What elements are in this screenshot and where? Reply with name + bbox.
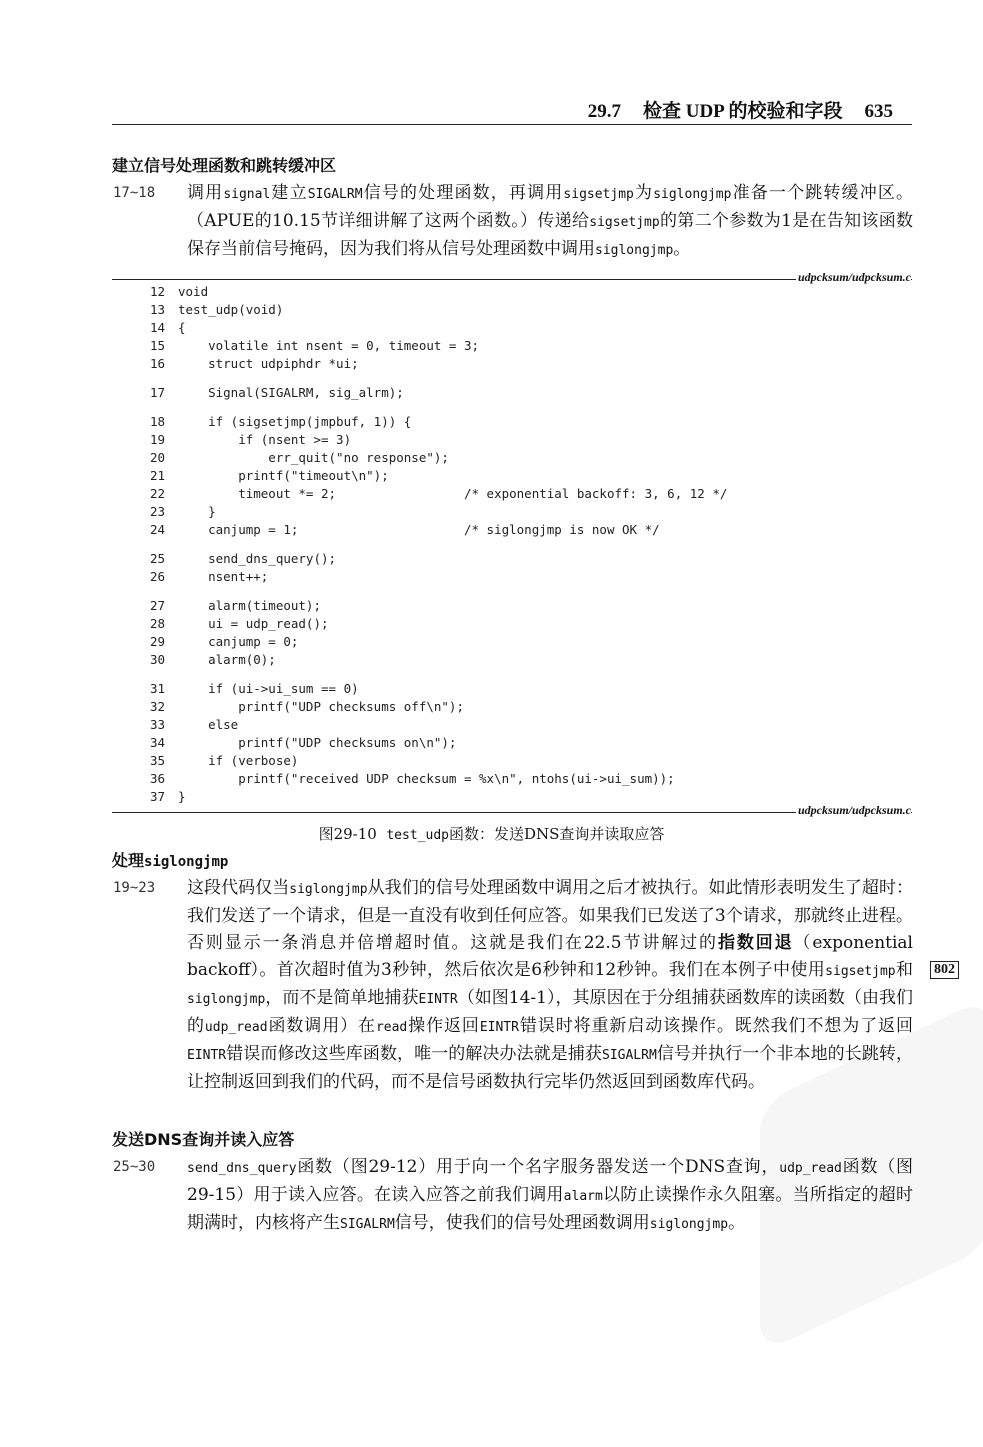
code-line [150,752,727,770]
figure-label: 图29-10 [318,825,377,843]
code-line-number: 20 [150,450,166,465]
code-text: volatile int nsent = 0, timeout = 3; [178,338,480,353]
text-run: 函数（图29-15）用于读入应答。在读入应答之前我们调用 [187,1157,913,1205]
code-line [150,337,727,355]
code-line-number: 24 [150,522,166,537]
code-bottom-rule [112,812,912,813]
text-run: 错误时将重新启动该操作。既然我们不想为了返回 [518,1016,914,1036]
code-line-number: 31 [150,681,166,696]
text-run: 。 [728,1213,746,1233]
text-run: 函数（图29-12）用于向一个名字服务器发送一个DNS查询， [296,1157,780,1177]
inline-code: sigsetjmp [563,187,634,202]
code-line [150,651,727,669]
code-text: ui = udp_read(); [178,616,329,631]
text-run: 错误而修改这些库函数，唯一的解决办法就是捕获 [226,1044,602,1064]
code-line [150,633,727,651]
code-line-number: 30 [150,652,166,667]
code-line [150,503,727,521]
code-line-number: 21 [150,468,166,483]
code-line-number: 25 [150,551,166,566]
code-line [150,449,727,467]
code-line-number: 27 [150,598,166,613]
code-text: canjump = 1; /* siglongjmp is now OK */ [178,522,660,537]
code-text: printf("UDP checksums off\n"); [178,699,464,714]
code-text: printf("received UDP checksum = %x\n", ntohs(ui->ui_sum)); [178,771,675,786]
inline-code: siglongjmp [595,243,674,258]
code-line [150,716,727,734]
source-file-top: udpcksum/udpcksum.c [797,270,911,284]
inline-code: udp_read [779,1161,842,1176]
code-text: canjump = 0; [178,634,299,649]
figure-text: 函数：发送DNS查询并读取应答 [448,825,665,843]
running-header [566,96,893,123]
code-line [150,770,727,788]
text-run: 信号，使我们的信号处理函数调用 [394,1213,650,1233]
text-run: （如图14-1），其原因在于分组捕获函数库的读函数（由我们的 [187,988,913,1036]
inline-code: siglongjmp [649,1217,729,1232]
code-text: if (ui->ui_sum == 0) [178,681,359,696]
code-text: if (sigsetjmp(jmpbuf, 1)) { [178,414,412,429]
header-rule [112,124,912,125]
inline-code: read [375,1020,408,1035]
inline-code: siglongjmp [187,992,266,1007]
margin-page-ref: 802 [930,961,959,979]
text-run: 函数调用）在 [267,1016,376,1036]
code-line [150,413,727,431]
inline-code: siglongjmp [653,187,732,202]
inline-code: signal [223,187,271,202]
code-line [150,431,727,449]
text-run: 的第二个参数为1是在告知该函数保存当前信号掩码，因为我们将从信号处理函数中调用 [187,211,913,259]
inline-code: EINTR [418,992,458,1007]
inline-code: sigsetjmp [589,215,660,230]
code-line-number: 17 [150,385,166,400]
inline-code: sigsetjmp [825,964,896,979]
code-line [150,550,727,568]
figure-caption [0,823,983,844]
text-run: 为 [633,183,654,203]
section-number: 29.7 [587,101,621,122]
code-text: err_quit("no response"); [178,450,449,465]
code-text: Signal(SIGALRM, sig_alrm); [178,385,404,400]
text-run: ，而不是简单地捕获 [265,988,419,1008]
heading-send-dns: 发送DNS查询并读入应答 [112,1130,295,1149]
code-line [150,788,727,806]
code-line [150,485,727,503]
code-line [150,467,727,485]
code-line [150,597,727,615]
code-text: if (verbose) [178,753,299,768]
code-line [150,283,727,301]
section-title: 检查 UDP 的校验和字段 [642,101,843,122]
code-text: alarm(0); [178,652,276,667]
code-text: } [178,504,216,519]
code-line-number: 34 [150,735,166,750]
paragraph-17-18 [113,180,913,264]
figure-func: test_udp [386,828,449,843]
code-line-number: 22 [150,486,166,501]
code-text: else [178,717,239,732]
inline-code: EINTR [187,1048,227,1063]
text-run: 操作返回 [407,1016,480,1036]
code-text: nsent++; [178,569,269,584]
line-ref: 25~30 [113,1159,156,1175]
line-ref: 19~23 [113,880,156,896]
code-text: { [178,320,186,335]
code-line [150,734,727,752]
code-text: } [178,789,186,804]
inline-code: SIGALRM [340,1217,395,1232]
source-file-bottom: udpcksum/udpcksum.c [797,803,911,817]
code-line [150,301,727,319]
code-line-number: 28 [150,616,166,631]
page-number: 635 [864,101,893,122]
code-line-number: 26 [150,569,166,584]
code-line [150,521,727,539]
text-run: （exponential backoff）。首次超时值为3秒钟，然后依次是6秒钟和12秒钟。我们在本例子中使用 [187,933,913,980]
inline-code: siglongjmp [289,882,368,897]
text-run: 建立 [270,183,308,203]
code-line-number: 16 [150,356,166,371]
code-text: alarm(timeout); [178,598,321,613]
code-line [150,568,727,586]
code-listing [150,283,727,806]
text-run: 。 [673,239,691,259]
paragraph-19-23 [113,875,913,1096]
code-line-number: 18 [150,414,166,429]
code-line-number: 13 [150,302,166,317]
code-text: void [178,284,209,299]
inline-code: udp_read [204,1020,268,1035]
code-line [150,698,727,716]
text-run: 从我们的信号处理函数中调用之后才被执行。如此情形表明发生了超时：我们发送了一个请求，但是一直没有收到任何应答。如果我们已发送了3个请求，那就终止进程。否则显示一条消息并倍增超时值。这就是我们在22.5节讲解过的 [187,878,914,953]
code-line-number: 36 [150,771,166,786]
code-top-rule [112,279,912,280]
paragraph-25-30 [113,1154,913,1238]
code-line-number: 33 [150,717,166,732]
code-line-number: 14 [150,320,166,335]
code-line [150,384,727,402]
code-line [150,680,727,698]
code-line [150,615,727,633]
code-line [150,319,727,337]
inline-code: send_dns_query [187,1161,297,1176]
code-text: if (nsent >= 3) [178,432,352,447]
heading-code: siglongjmp [144,854,229,870]
code-text: send_dns_query(); [178,551,337,566]
inline-code: SIGALRM [602,1048,657,1063]
code-text: printf("timeout\n"); [178,468,389,483]
text-run: 信号并执行一个非本地的长跳转，让控制返回到我们的代码，而不是信号函数执行完毕仍然返回到函数库代码。 [187,1044,914,1092]
inline-code: EINTR [479,1020,519,1035]
heading-siglongjmp [112,848,228,871]
code-line-number: 35 [150,753,166,768]
code-line-number: 23 [150,504,166,519]
text-run: 和 [895,960,914,980]
line-ref: 17~18 [113,185,156,201]
code-line-number: 19 [150,432,166,447]
code-text: timeout *= 2; /* exponential backoff: 3, 6, 12 */ [178,486,728,501]
code-line-number: 12 [150,284,166,299]
code-line-number: 15 [150,338,166,353]
text-run: 调用 [187,183,224,203]
code-line-number: 37 [150,789,166,804]
code-text: test_udp(void) [178,302,284,317]
code-text: struct udpiphdr *ui; [178,356,359,371]
text-run: 信号的处理函数，再调用 [362,183,564,203]
code-line [150,355,727,373]
text-run: 准备一个跳转缓冲区。（APUE的10.15节详细讲解了这两个函数。）传递给 [187,183,914,231]
heading-prefix: 处理 [112,851,145,870]
text-run: 以防止读操作永久阻塞。当所指定的超时期满时，内核将产生 [187,1185,914,1233]
inline-code: alarm [563,1189,603,1204]
code-line-number: 29 [150,634,166,649]
text-run: 这段代码仅当 [187,878,290,898]
text-run: 指数回退 [717,933,794,953]
code-text: printf("UDP checksums on\n"); [178,735,457,750]
code-line-number: 32 [150,699,166,714]
inline-code: SIGALRM [307,187,363,202]
heading-signal-handler: 建立信号处理函数和跳转缓冲区 [112,156,337,175]
